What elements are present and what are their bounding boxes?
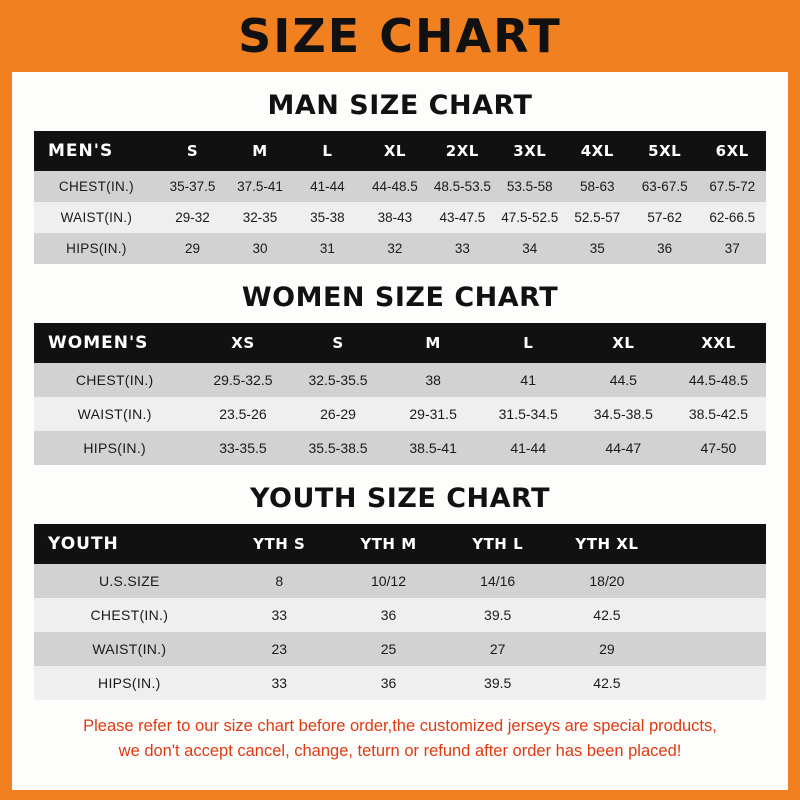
row-label: HIPS(IN.) <box>98 675 161 691</box>
table-cell: 42.5 <box>593 607 621 623</box>
men-size-table <box>34 131 766 264</box>
table-cell: 47.5-52.5 <box>501 210 559 225</box>
table-cell: 8 <box>275 573 284 589</box>
content <box>12 90 788 764</box>
table-cell: 18/20 <box>589 573 625 589</box>
table-cell: 29-32 <box>175 210 210 225</box>
table-cell: 41-44 <box>310 179 345 194</box>
column-header: S <box>332 334 344 352</box>
table-header-row <box>34 131 766 171</box>
bottom-accent-bar <box>0 790 800 800</box>
column-header: 2XL <box>445 142 479 160</box>
table-cell: 23 <box>271 641 288 657</box>
column-header: 6XL <box>715 142 749 160</box>
table-cell: 43-47.5 <box>439 210 486 225</box>
table-cell: 58-63 <box>579 179 615 194</box>
page-title: SIZE CHART <box>238 9 562 63</box>
table-cell: 32.5-35.5 <box>308 372 368 388</box>
table-cell: 29 <box>599 641 615 657</box>
table-cell: 57-62 <box>647 210 682 225</box>
row-label: CHEST(IN.) <box>90 607 169 623</box>
table-cell: 44-47 <box>605 440 642 456</box>
table-header-row <box>34 323 766 363</box>
table-cell: 38-43 <box>377 210 413 225</box>
column-header: WOMEN'S <box>48 333 149 353</box>
table-cell: 14/16 <box>480 573 516 589</box>
women-section-title: WOMEN SIZE CHART <box>241 282 559 313</box>
row-label: WAIST(IN.) <box>60 210 133 225</box>
table-cell: 53.5-58 <box>506 179 553 194</box>
table-cell: 47-50 <box>700 440 737 456</box>
table-cell: 33 <box>454 241 470 256</box>
column-header: L <box>523 334 534 352</box>
table-row <box>34 564 766 598</box>
footer-note-line-2: we don't accept cancel, change, teturn or refund after order has been placed! <box>118 741 682 760</box>
column-header: 5XL <box>648 142 682 160</box>
table-cell: 36 <box>380 607 397 623</box>
table-cell: 37.5-41 <box>237 179 283 194</box>
table-cell: 10/12 <box>370 573 406 589</box>
table-cell: 44.5 <box>609 372 637 388</box>
row-label: CHEST(IN.) <box>75 372 154 388</box>
row-label: CHEST(IN.) <box>58 179 134 194</box>
column-header: M <box>252 142 268 160</box>
column-header: M <box>425 334 441 352</box>
table-cell: 29-31.5 <box>409 406 457 422</box>
table-cell: 36 <box>657 241 673 256</box>
column-header: S <box>186 142 199 160</box>
table-cell: 35.5-38.5 <box>308 440 368 456</box>
table-row <box>34 363 766 397</box>
column-header: XS <box>231 334 255 352</box>
table-row <box>34 598 766 632</box>
table-cell: 29 <box>185 241 201 256</box>
banner <box>0 0 800 72</box>
table-cell-spacer <box>662 598 766 632</box>
column-header: XXL <box>701 334 736 352</box>
table-cell: 26-29 <box>320 406 356 422</box>
table-row <box>34 233 766 264</box>
table-cell: 25 <box>380 641 397 657</box>
table-cell: 35-38 <box>310 210 345 225</box>
table-cell: 37 <box>724 241 740 256</box>
table-cell: 32-35 <box>242 210 278 225</box>
table-row <box>34 397 766 431</box>
table-cell: 42.5 <box>593 675 621 691</box>
table-cell: 41-44 <box>510 440 547 456</box>
table-cell: 29.5-32.5 <box>213 372 273 388</box>
footer-note-line-1: Please refer to our size chart before order,the customized jerseys are special products, <box>83 717 717 735</box>
table-cell: 35-37.5 <box>169 179 216 194</box>
table-cell: 33 <box>271 675 288 691</box>
table-cell: 38 <box>425 372 441 388</box>
table-cell: 31 <box>319 241 335 256</box>
table-cell: 39.5 <box>484 607 512 623</box>
table-cell: 38.5-41 <box>409 440 457 456</box>
table-row <box>34 171 766 202</box>
table-cell: 27 <box>489 641 506 657</box>
table-cell: 30 <box>252 241 268 256</box>
table-cell: 41 <box>520 372 536 388</box>
footer-note <box>50 714 750 764</box>
table-cell: 33 <box>271 607 288 623</box>
column-header: XL <box>612 334 635 352</box>
row-label: U.S.SIZE <box>98 573 160 589</box>
men-section-title: MAN SIZE CHART <box>267 90 533 121</box>
table-cell-spacer <box>662 564 766 598</box>
table-cell: 31.5-34.5 <box>498 406 558 422</box>
column-header: 4XL <box>580 142 614 160</box>
table-cell: 33-35.5 <box>219 440 267 456</box>
table-cell: 44.5-48.5 <box>688 372 749 388</box>
row-label: WAIST(IN.) <box>92 641 167 657</box>
column-header: 3XL <box>513 142 547 160</box>
table-cell: 34.5-38.5 <box>593 406 653 422</box>
table-cell: 38.5-42.5 <box>688 406 749 422</box>
table-cell: 36 <box>380 675 397 691</box>
table-row <box>34 202 766 233</box>
column-header: YTH XL <box>575 535 639 553</box>
table-cell: 67.5-72 <box>709 179 756 194</box>
column-header: L <box>322 142 333 160</box>
table-cell-spacer <box>662 666 766 700</box>
women-size-table <box>34 323 766 465</box>
column-header: YTH M <box>360 535 417 553</box>
table-cell: 39.5 <box>484 675 512 691</box>
column-header: YTH L <box>472 535 524 553</box>
table-row <box>34 666 766 700</box>
row-label: HIPS(IN.) <box>83 440 146 456</box>
column-header: YTH S <box>253 535 306 553</box>
column-header: XL <box>383 142 406 160</box>
column-header-spacer <box>662 524 766 564</box>
table-cell: 44-48.5 <box>371 179 418 194</box>
table-header-row <box>34 524 766 564</box>
table-cell: 63-67.5 <box>641 179 688 194</box>
youth-section <box>34 483 766 700</box>
women-section <box>34 282 766 465</box>
table-cell: 48.5-53.5 <box>433 179 491 194</box>
youth-section-title: YOUTH SIZE CHART <box>249 483 551 514</box>
table-cell: 35 <box>589 241 605 256</box>
column-header: YOUTH <box>48 534 119 554</box>
row-label: WAIST(IN.) <box>77 406 152 422</box>
table-cell-spacer <box>662 632 766 666</box>
table-row <box>34 632 766 666</box>
men-section <box>34 90 766 264</box>
table-cell: 23.5-26 <box>219 406 267 422</box>
table-cell: 62-66.5 <box>709 210 756 225</box>
row-label: HIPS(IN.) <box>66 241 127 256</box>
youth-size-table <box>34 524 766 700</box>
table-cell: 52.5-57 <box>574 210 621 225</box>
table-cell: 32 <box>387 241 403 256</box>
table-row <box>34 431 766 465</box>
column-header: MEN'S <box>48 141 114 161</box>
table-cell: 34 <box>522 241 538 256</box>
